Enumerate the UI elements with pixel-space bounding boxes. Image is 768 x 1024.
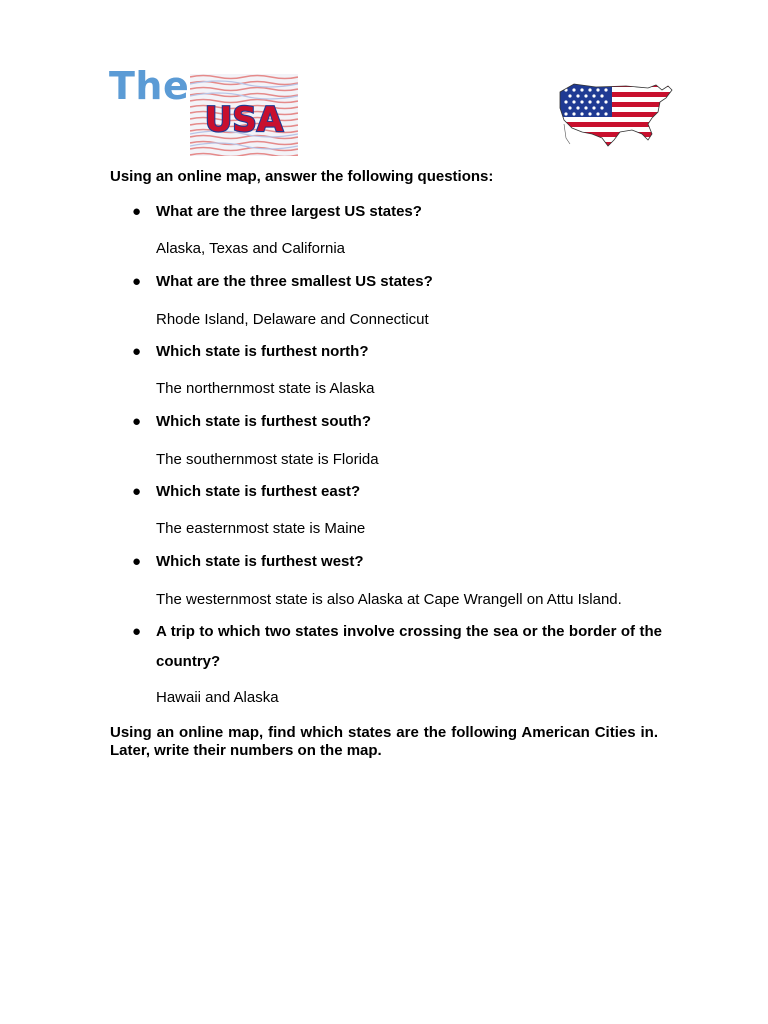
question-item — [132, 407, 662, 437]
question-text: Which state is furthest east? — [156, 483, 361, 500]
question-item — [132, 197, 662, 227]
instructions-outro: Using an online map, find which states are the following American Cities in. Later, write their numbers on the map. — [110, 724, 658, 759]
question-text: Which state is furthest south? — [156, 413, 372, 430]
question-text: Which state is furthest north? — [156, 343, 369, 360]
answer-text: Alaska, Texas and California — [156, 240, 345, 257]
question-item — [132, 267, 662, 297]
question-text: What are the three smallest US states? — [156, 273, 433, 290]
question-item — [132, 477, 662, 507]
question-item — [132, 617, 662, 677]
page-title: The — [109, 64, 190, 108]
answer-text: The easternmost state is Maine — [156, 520, 366, 537]
question-item — [132, 337, 662, 367]
usa-logo-image — [190, 74, 298, 156]
bullet-icon: ● — [132, 343, 142, 360]
bullet-icon: ● — [132, 273, 142, 290]
bullet-icon: ● — [132, 483, 142, 500]
usa-flag-map-image — [556, 78, 674, 152]
answer-text: Hawaii and Alaska — [156, 689, 279, 706]
bullet-icon: ● — [132, 203, 142, 220]
answer-text: The westernmost state is also Alaska at Cape Wrangell on Attu Island. — [156, 591, 622, 608]
question-item — [132, 547, 662, 577]
bullet-icon: ● — [132, 553, 142, 570]
bullet-icon: ● — [132, 413, 142, 430]
instructions-intro: Using an online map, answer the following questions: — [110, 168, 494, 185]
answer-text: The northernmost state is Alaska — [156, 380, 375, 397]
question-text: Which state is furthest west? — [156, 553, 364, 570]
usa-logo-text: USA — [204, 100, 284, 140]
bullet-icon: ● — [132, 623, 142, 640]
answer-text: Rhode Island, Delaware and Connecticut — [156, 311, 429, 328]
question-text: What are the three largest US states? — [156, 203, 422, 220]
answer-text: The southernmost state is Florida — [156, 451, 379, 468]
question-text: A trip to which two states involve crossing the sea or the border of the country? — [156, 623, 662, 670]
